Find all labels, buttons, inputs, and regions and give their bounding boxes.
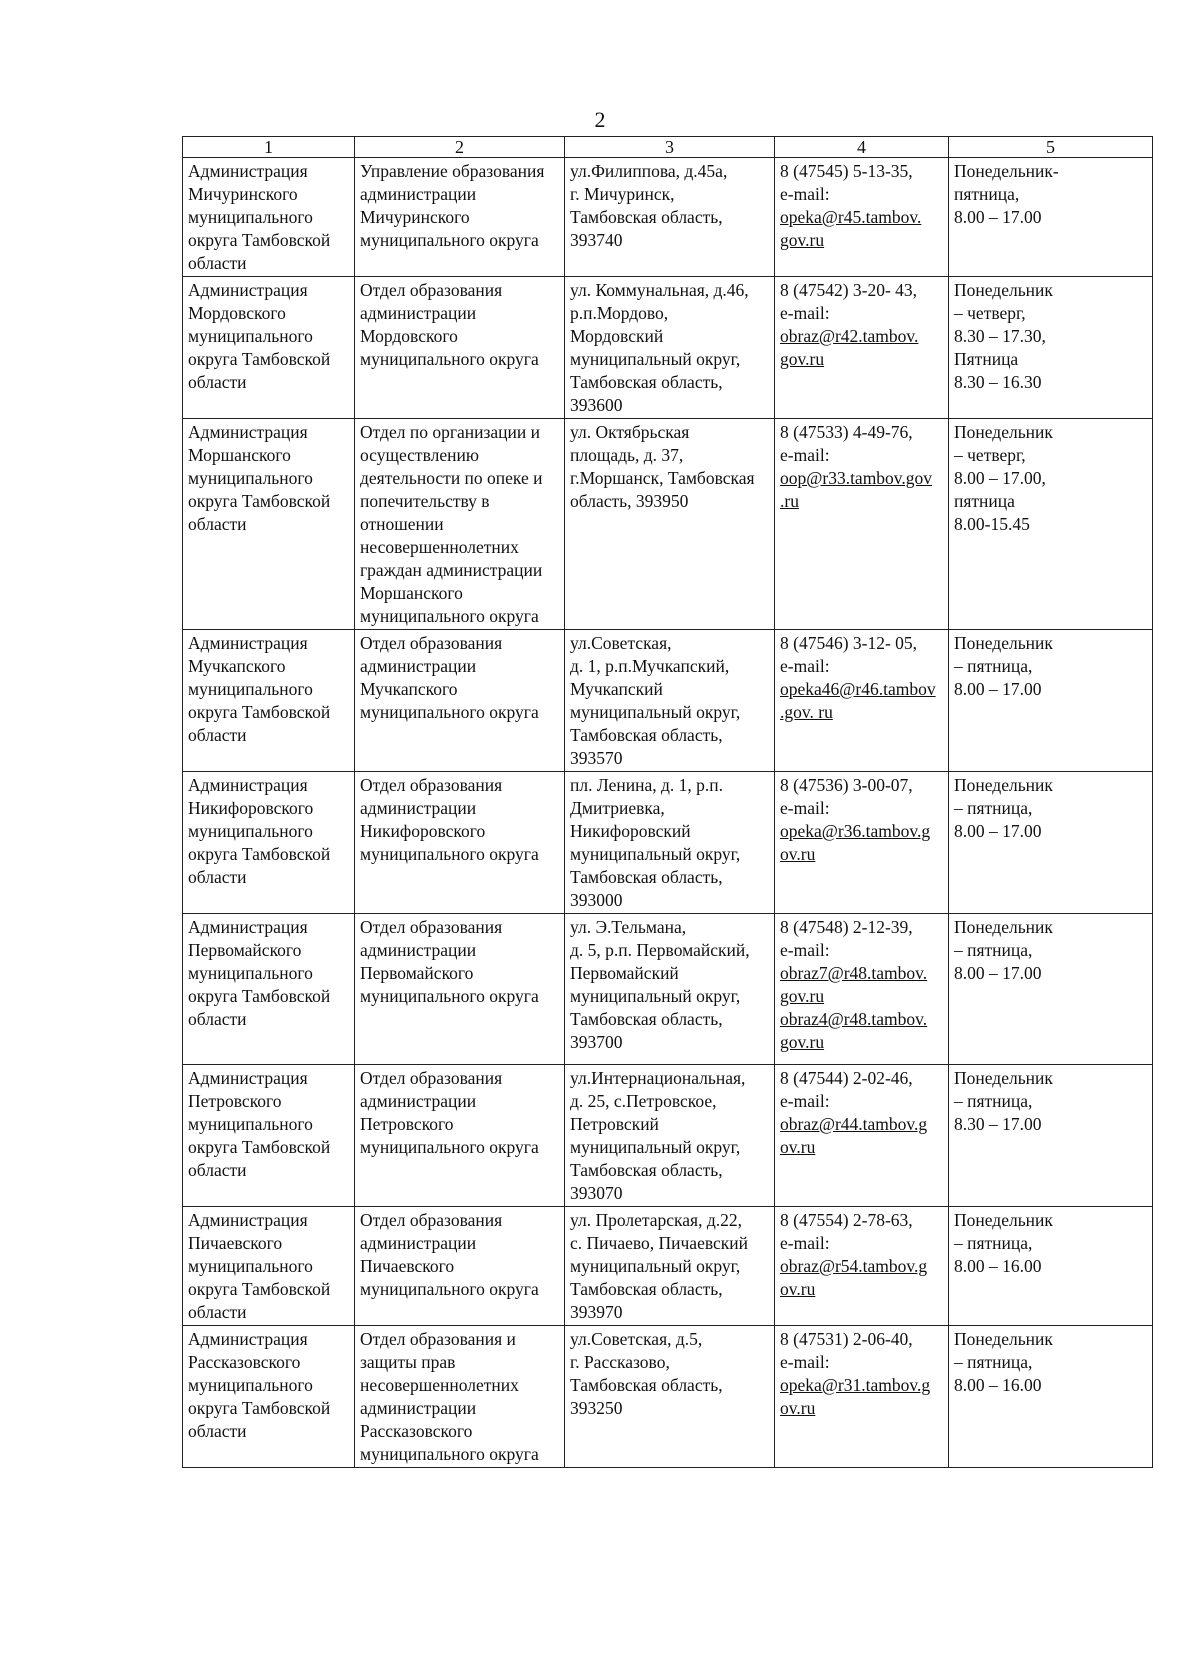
table-row [183, 158, 1153, 277]
administration-cell: Администрация Мучкапского муниципального округа Тамбовской области [183, 630, 355, 772]
table-row [183, 1326, 1153, 1468]
email-label: e-mail: [780, 656, 830, 676]
phone-number: 8 (47542) 3-20- 43, [780, 280, 918, 300]
email-link[interactable]: obraz@r44.tambov.g ov.ru [780, 1114, 928, 1157]
address-cell: ул. Э.Тельмана, д. 5, р.п. Первомайский, Первомайский муниципальный округ, Тамбовская область, 393700 [565, 914, 775, 1065]
administration-cell: Администрация Мичуринского муниципального округа Тамбовской области [183, 158, 355, 277]
hours-cell: Понедельник – четверг, 8.00 – 17.00, пятница 8.00-15.45 [949, 419, 1153, 630]
email-link[interactable]: opeka@r45.tambov. gov.ru [780, 207, 922, 250]
address-cell: ул.Советская, д. 1, р.п.Мучкапский, Мучкапский муниципальный округ, Тамбовская область, 393570 [565, 630, 775, 772]
email-label: e-mail: [780, 184, 830, 204]
phone-number: 8 (47554) 2-78-63, [780, 1210, 913, 1230]
contact-cell [775, 1207, 949, 1326]
hours-cell: Понедельник – пятница, 8.30 – 17.00 [949, 1065, 1153, 1207]
address-cell: ул.Советская, д.5, г. Рассказово, Тамбовская область, 393250 [565, 1326, 775, 1468]
table-row [183, 1207, 1153, 1326]
address-cell: ул. Октябрьская площадь, д. 37, г.Моршанск, Тамбовская область, 393950 [565, 419, 775, 630]
department-cell: Отдел образования и защиты прав несовершеннолетних администрации Рассказовского муниципального округа [355, 1326, 565, 1468]
address-cell: ул.Филиппова, д.45а, г. Мичуринск, Тамбовская область, 393740 [565, 158, 775, 277]
table-row [183, 914, 1153, 1065]
department-cell: Отдел образования администрации Пичаевского муниципального округа [355, 1207, 565, 1326]
phone-number: 8 (47533) 4-49-76, [780, 422, 913, 442]
hours-cell: Понедельник – пятница, 8.00 – 17.00 [949, 914, 1153, 1065]
hours-cell: Понедельник – пятница, 8.00 – 17.00 [949, 772, 1153, 914]
email-label: e-mail: [780, 1233, 830, 1253]
administration-cell: Администрация Никифоровского муниципального округа Тамбовской области [183, 772, 355, 914]
email-label: e-mail: [780, 1352, 830, 1372]
hours-cell: Понедельник- пятница, 8.00 – 17.00 [949, 158, 1153, 277]
column-header-2: 2 [355, 137, 565, 158]
contact-cell [775, 419, 949, 630]
email-label: e-mail: [780, 303, 830, 323]
email-link[interactable]: obraz@r54.tambov.g ov.ru [780, 1256, 928, 1299]
contact-cell [775, 158, 949, 277]
table-body [183, 158, 1153, 1468]
email-label: e-mail: [780, 798, 830, 818]
department-cell: Управление образования администрации Мичуринского муниципального округа [355, 158, 565, 277]
department-cell: Отдел образования администрации Мордовского муниципального округа [355, 277, 565, 419]
hours-cell: Понедельник – четверг, 8.30 – 17.30, Пятница 8.30 – 16.30 [949, 277, 1153, 419]
column-header-3: 3 [565, 137, 775, 158]
column-header-4: 4 [775, 137, 949, 158]
phone-number: 8 (47536) 3-00-07, [780, 775, 913, 795]
table-row [183, 419, 1153, 630]
department-cell: Отдел по организации и осуществлению деятельности по опеке и попечительству в отношении несовершеннолетних граждан администрации Моршанского муниципального округа [355, 419, 565, 630]
contact-cell [775, 1065, 949, 1207]
department-cell: Отдел образования администрации Первомайского муниципального округа [355, 914, 565, 1065]
email-link[interactable]: opeka46@r46.tambov .gov. ru [780, 679, 936, 722]
contact-cell [775, 277, 949, 419]
administration-cell: Администрация Пичаевского муниципального округа Тамбовской области [183, 1207, 355, 1326]
table-row [183, 277, 1153, 419]
table-row [183, 630, 1153, 772]
column-number-row [183, 137, 1153, 158]
administration-cell: Администрация Первомайского муниципального округа Тамбовской области [183, 914, 355, 1065]
email-label: e-mail: [780, 940, 830, 960]
email-label: e-mail: [780, 445, 830, 465]
phone-number: 8 (47548) 2-12-39, [780, 917, 913, 937]
table-row [183, 1065, 1153, 1207]
administration-cell: Администрация Рассказовского муниципального округа Тамбовской области [183, 1326, 355, 1468]
department-cell: Отдел образования администрации Никифоровского муниципального округа [355, 772, 565, 914]
email-label: e-mail: [780, 1091, 830, 1111]
administration-cell: Администрация Петровского муниципального округа Тамбовской области [183, 1065, 355, 1207]
contact-cell [775, 1326, 949, 1468]
phone-number: 8 (47531) 2-06-40, [780, 1329, 913, 1349]
contact-cell [775, 772, 949, 914]
department-cell: Отдел образования администрации Мучкапского муниципального округа [355, 630, 565, 772]
phone-number: 8 (47546) 3-12- 05, [780, 633, 918, 653]
email-link[interactable]: opeka@r36.tambov.g ov.ru [780, 821, 931, 864]
address-cell: ул.Интернациональная, д. 25, с.Петровское, Петровский муниципальный округ, Тамбовская область, 393070 [565, 1065, 775, 1207]
email-link[interactable]: oop@r33.tambov.gov .ru [780, 468, 933, 511]
hours-cell: Понедельник – пятница, 8.00 – 17.00 [949, 630, 1153, 772]
administration-cell: Администрация Мордовского муниципального округа Тамбовской области [183, 277, 355, 419]
table-row [183, 772, 1153, 914]
column-header-1: 1 [183, 137, 355, 158]
address-cell: ул. Пролетарская, д.22, с. Пичаево, Пичаевский муниципальный округ, Тамбовская область, 393970 [565, 1207, 775, 1326]
email-link[interactable]: obraz7@r48.tambov. gov.ru obraz4@r48.tambov. gov.ru [780, 963, 928, 1052]
hours-cell: Понедельник – пятница, 8.00 – 16.00 [949, 1326, 1153, 1468]
contact-cell [775, 630, 949, 772]
contact-cell [775, 914, 949, 1065]
email-link[interactable]: opeka@r31.tambov.g ov.ru [780, 1375, 931, 1418]
phone-number: 8 (47544) 2-02-46, [780, 1068, 913, 1088]
phone-number: 8 (47545) 5-13-35, [780, 161, 913, 181]
email-link[interactable]: obraz@r42.tambov. gov.ru [780, 326, 919, 369]
hours-cell: Понедельник – пятница, 8.00 – 16.00 [949, 1207, 1153, 1326]
contacts-table [182, 136, 1153, 1468]
page-number: 2 [594, 107, 606, 132]
column-header-5: 5 [949, 137, 1153, 158]
address-cell: пл. Ленина, д. 1, р.п. Дмитриевка, Никифоровский муниципальный округ, Тамбовская область, 393000 [565, 772, 775, 914]
department-cell: Отдел образования администрации Петровского муниципального округа [355, 1065, 565, 1207]
address-cell: ул. Коммунальная, д.46, р.п.Мордово, Мордовский муниципальный округ, Тамбовская область, 393600 [565, 277, 775, 419]
administration-cell: Администрация Моршанского муниципального округа Тамбовской области [183, 419, 355, 630]
